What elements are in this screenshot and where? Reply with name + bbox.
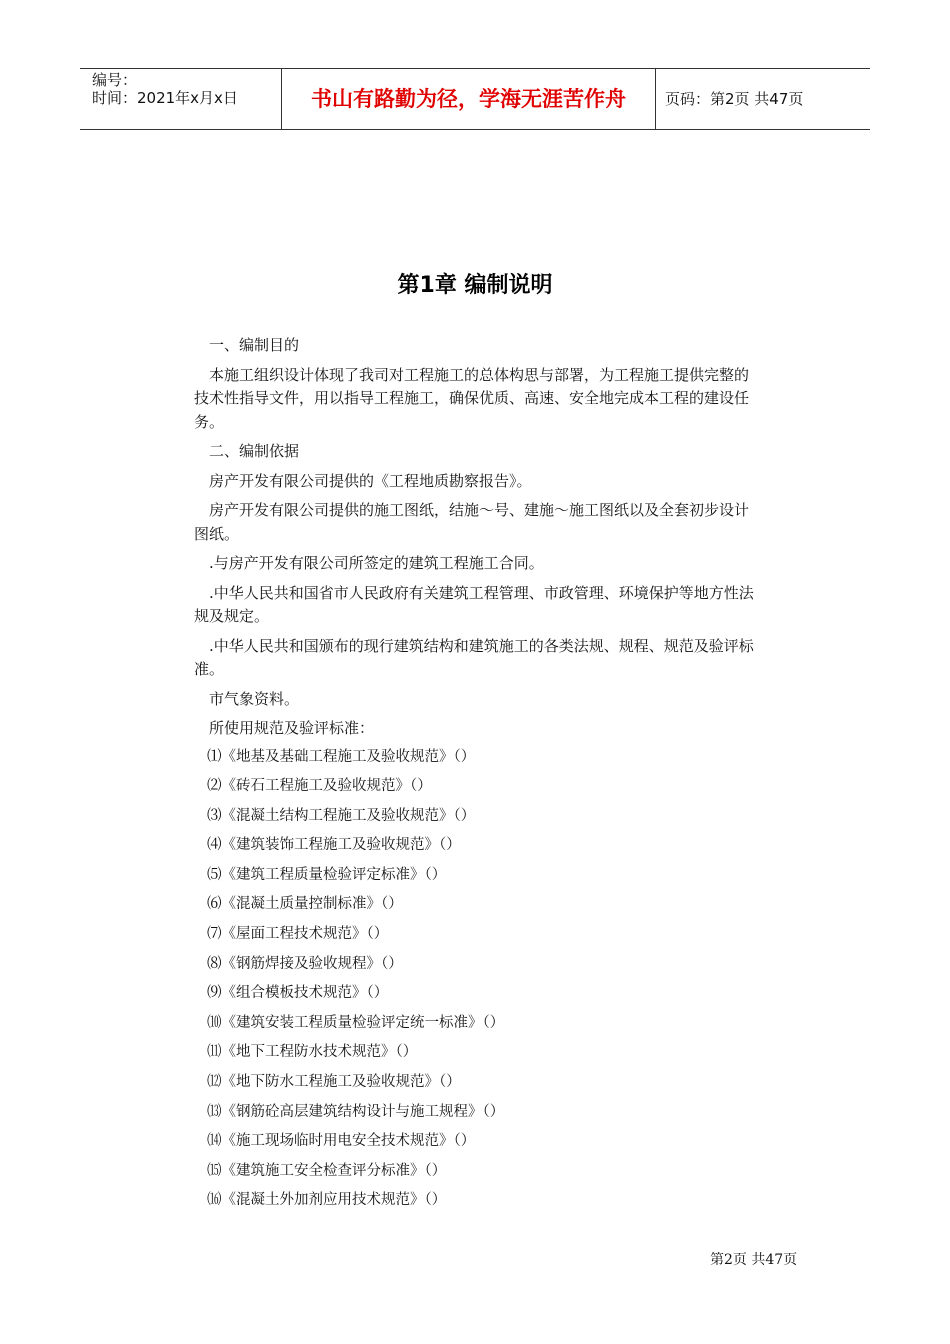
document-date: 时间：2021年x月x日 bbox=[92, 89, 238, 107]
body-paragraph: 房产开发有限公司提供的施工图纸，结施～号、建施～施工图纸以及全套初步设计图纸。 bbox=[194, 501, 750, 543]
list-item: ⒃《混凝土外加剂应用技术规范》（） bbox=[207, 1192, 447, 1209]
list-item: ⑹《混凝土质量控制标准》（） bbox=[207, 896, 403, 913]
body-paragraph: 市气象资料。 bbox=[209, 689, 300, 708]
list-item: ⑴《地基及基础工程施工及验收规范》（） bbox=[207, 748, 476, 765]
list-item: ⑽《建筑安装工程质量检验评定统一标准》（） bbox=[207, 1014, 505, 1031]
list-item: ⑻《钢筋焊接及验收规程》（） bbox=[207, 955, 403, 972]
list-item: ⑿《地下防水工程施工及验收规范》（） bbox=[207, 1074, 461, 1091]
list-item: ⑶《混凝土结构工程施工及验收规范》（） bbox=[207, 807, 476, 824]
body-paragraph: .与房产开发有限公司所签定的建筑工程施工合同。 bbox=[209, 554, 544, 572]
header-motto: 书山有路勤为径，学海无涯苦作舟 bbox=[311, 87, 626, 111]
list-item: ⑷《建筑装饰工程施工及验收规范》（） bbox=[207, 837, 461, 854]
list-item: ⒀《钢筋砼高层建筑结构设计与施工规程》（） bbox=[207, 1103, 505, 1120]
header-meta bbox=[92, 71, 238, 107]
page-footer: 第2页 共47页 bbox=[710, 1252, 798, 1268]
document-body bbox=[194, 334, 754, 1220]
list-item: ⑼《组合模板技术规范》（） bbox=[207, 985, 389, 1002]
list-item: ⒁《施工现场临时用电安全技术规范》（） bbox=[207, 1133, 476, 1150]
list-item: ⒂《建筑施工安全检查评分标准》（） bbox=[207, 1162, 447, 1179]
list-item: ⑸《建筑工程质量检验评定标准》（） bbox=[207, 866, 447, 883]
list-item: ⑵《砖石工程施工及验收规范》（） bbox=[207, 778, 432, 795]
body-paragraph: 本施工组织设计体现了我司对工程施工的总体构思与部署，为工程施工提供完整的技术性指导文件，用以指导工程施工，确保优质、高速、安全地完成本工程的建设任务。 bbox=[194, 365, 750, 431]
section-heading: 二、编制依据 bbox=[209, 442, 300, 460]
list-item: ⑺《屋面工程技术规范》（） bbox=[207, 926, 389, 943]
body-paragraph: .中华人民共和国颁布的现行建筑结构和建筑施工的各类法规、规程、规范及验评标准。 bbox=[194, 636, 754, 678]
document-number-label: 编号： bbox=[92, 71, 138, 89]
body-paragraph: 所使用规范及验评标准： bbox=[209, 719, 375, 737]
body-paragraph: .中华人民共和国省市人民政府有关建筑工程管理、市政管理、环境保护等地方性法规及规定。 bbox=[194, 583, 754, 625]
header-page-info: 页码：第2页 共47页 bbox=[665, 90, 804, 108]
chapter-title: 第1章 编制说明 bbox=[397, 273, 553, 298]
header-divider bbox=[655, 69, 656, 129]
list-item: ⑾《地下工程防水技术规范》（） bbox=[207, 1044, 418, 1061]
standards-list bbox=[194, 747, 754, 1221]
section-heading: 一、编制目的 bbox=[209, 336, 300, 354]
page-header bbox=[80, 68, 870, 130]
body-paragraph: 房产开发有限公司提供的《工程地质勘察报告》。 bbox=[209, 471, 532, 490]
